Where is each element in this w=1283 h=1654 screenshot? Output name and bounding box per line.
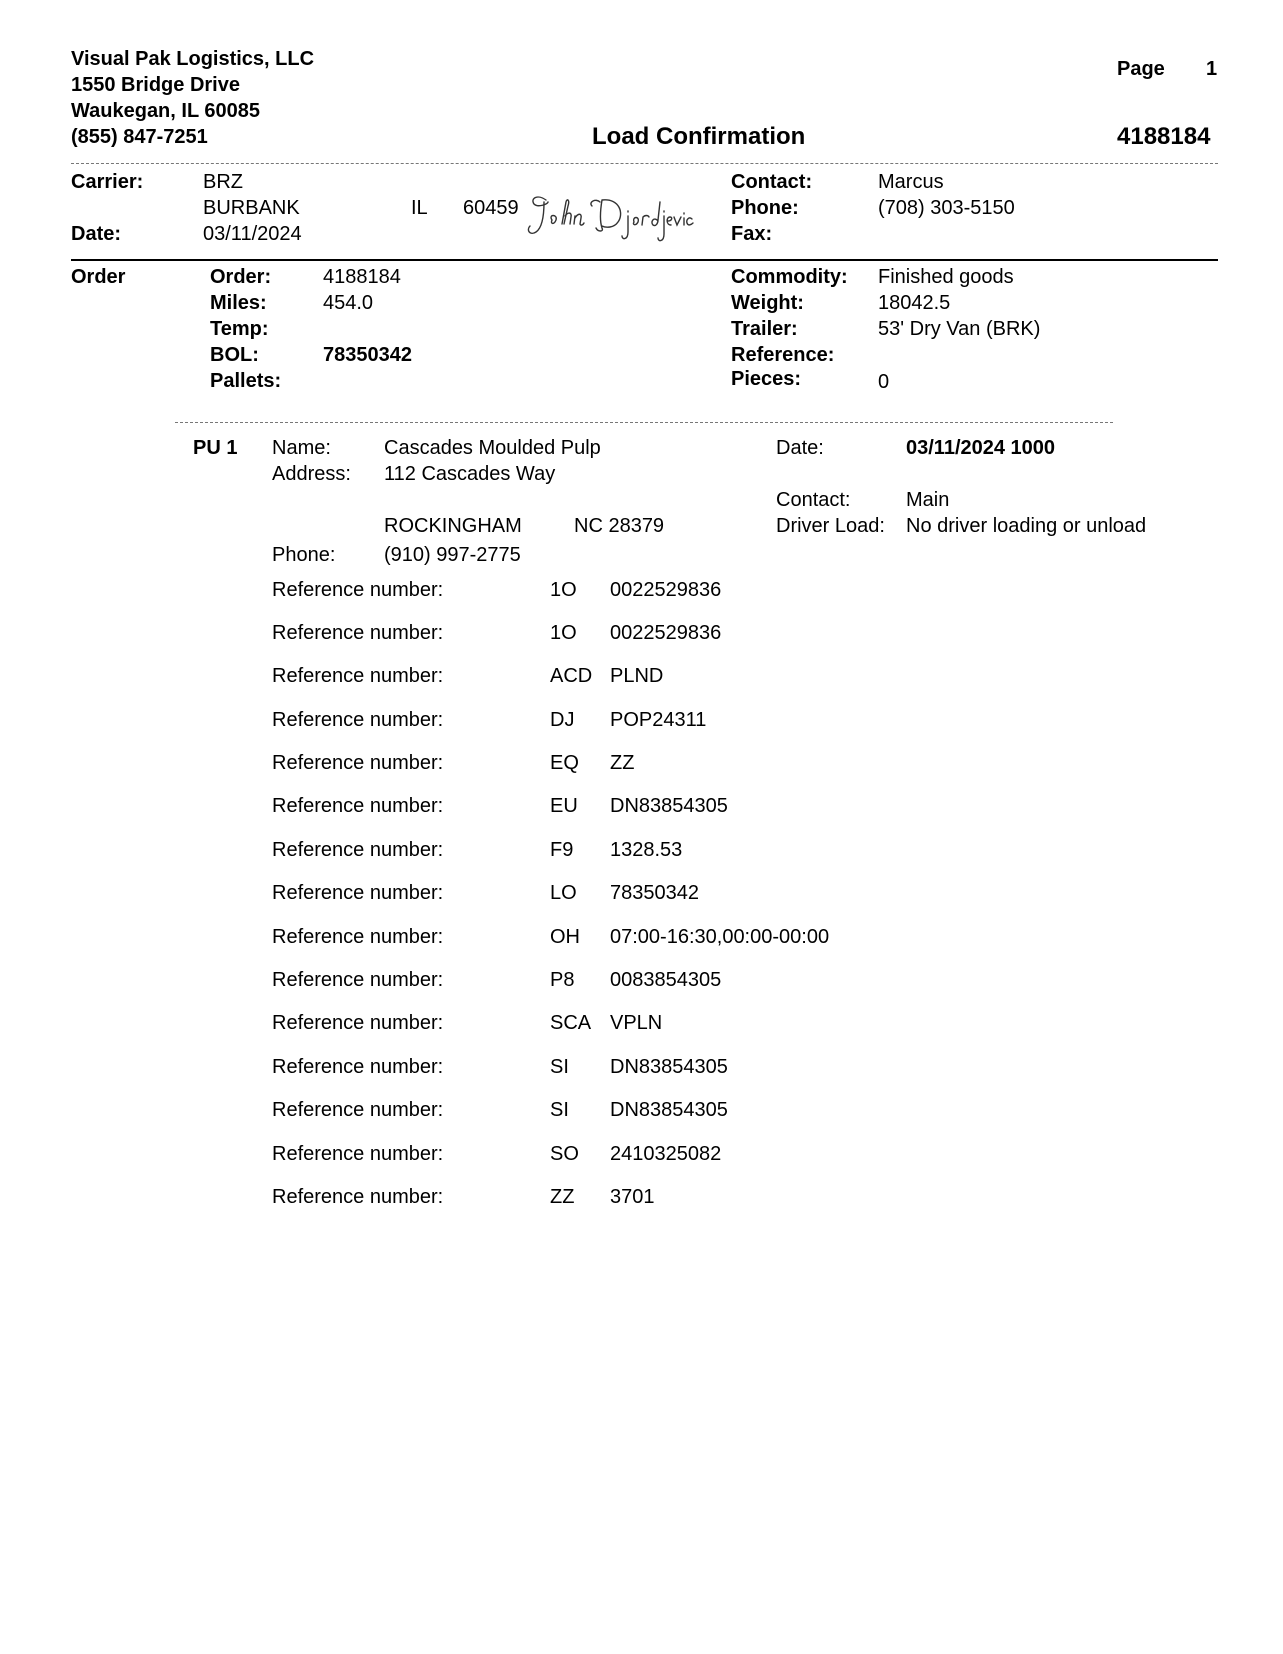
reference-row-qualifier: ZZ <box>550 1186 575 1208</box>
header-divider <box>71 163 1218 164</box>
carrier-city: BURBANK <box>203 197 300 219</box>
phone-label: Phone: <box>731 197 799 219</box>
order-section-label: Order <box>71 266 126 288</box>
reference-label: Reference: <box>731 344 835 366</box>
pickup-date-label: Date: <box>776 437 824 459</box>
carrier-code: BRZ <box>203 171 243 193</box>
weight-value: 18042.5 <box>878 292 951 314</box>
driver-load-value: No driver loading or unload <box>906 515 1147 537</box>
reference-row-label: Reference number: <box>272 709 444 731</box>
reference-row-qualifier: 1O <box>550 622 577 644</box>
temp-label: Temp: <box>210 318 269 340</box>
reference-row-label: Reference number: <box>272 622 444 644</box>
reference-row-qualifier: P8 <box>550 969 575 991</box>
reference-row-label: Reference number: <box>272 1186 444 1208</box>
carrier-label: Carrier: <box>71 171 144 193</box>
reference-row-value: 3701 <box>610 1186 655 1208</box>
reference-row-label: Reference number: <box>272 882 444 904</box>
reference-row-qualifier: F9 <box>550 839 574 861</box>
reference-row-label: Reference number: <box>272 1012 444 1034</box>
pallets-label: Pallets: <box>210 370 282 392</box>
pickup-phone-label: Phone: <box>272 544 336 566</box>
pickup-address: 112 Cascades Way <box>384 463 556 485</box>
reference-row-qualifier: SI <box>550 1099 569 1121</box>
reference-row-value: PLND <box>610 665 664 687</box>
reference-row-qualifier: DJ <box>550 709 575 731</box>
fax-label: Fax: <box>731 223 773 245</box>
reference-row-label: Reference number: <box>272 969 444 991</box>
trailer-value: 53' Dry Van (BRK) <box>878 318 1041 340</box>
reference-row-qualifier: EQ <box>550 752 579 774</box>
contact-label: Contact: <box>731 171 813 193</box>
company-name: Visual Pak Logistics, LLC <box>71 48 315 70</box>
company-address: 1550 Bridge Drive <box>71 74 240 96</box>
reference-row-label: Reference number: <box>272 579 444 601</box>
bol-label: BOL: <box>210 344 259 366</box>
carrier-zip: 60459 <box>463 197 519 219</box>
pickup-contact: Main <box>906 489 950 511</box>
order-divider <box>175 422 1113 423</box>
bol-value: 78350342 <box>323 344 412 366</box>
reference-row-qualifier: ACD <box>550 665 593 687</box>
reference-row-label: Reference number: <box>272 1099 444 1121</box>
carrier-phone: (708) 303-5150 <box>878 197 1015 219</box>
miles-label: Miles: <box>210 292 267 314</box>
reference-row-qualifier: OH <box>550 926 580 948</box>
order-label: Order: <box>210 266 272 288</box>
weight-label: Weight: <box>731 292 804 314</box>
reference-row-label: Reference number: <box>272 1056 444 1078</box>
pickup-name-label: Name: <box>272 437 331 459</box>
reference-row-qualifier: SO <box>550 1143 579 1165</box>
order-value: 4188184 <box>323 266 401 288</box>
reference-row-value: DN83854305 <box>610 795 728 817</box>
reference-row-qualifier: SI <box>550 1056 569 1078</box>
carrier-date: 03/11/2024 <box>203 223 302 245</box>
reference-row-value: ZZ <box>610 752 635 774</box>
reference-row-label: Reference number: <box>272 926 444 948</box>
pickup-city: ROCKINGHAM <box>384 515 522 537</box>
reference-row-label: Reference number: <box>272 795 444 817</box>
document-number: 4188184 <box>1117 123 1211 150</box>
page-number: 1 <box>1206 58 1218 80</box>
date-label: Date: <box>71 223 122 245</box>
company-city: Waukegan, IL 60085 <box>71 100 260 122</box>
pickup-address-label: Address: <box>272 463 351 485</box>
carrier-state: IL <box>411 197 428 219</box>
commodity-value: Finished goods <box>878 266 1014 288</box>
pickup-stop-label: PU 1 <box>193 437 238 459</box>
reference-row-value: 0022529836 <box>610 622 722 644</box>
pickup-contact-label: Contact: <box>776 489 851 511</box>
company-phone: (855) 847-7251 <box>71 126 208 148</box>
reference-row-label: Reference number: <box>272 1143 444 1165</box>
pieces-label: Pieces: <box>731 368 802 390</box>
reference-row-qualifier: SCA <box>550 1012 592 1034</box>
reference-row-value: 1328.53 <box>610 839 683 861</box>
reference-row-value: POP24311 <box>610 709 707 731</box>
pickup-name: Cascades Moulded Pulp <box>384 437 601 459</box>
reference-row-label: Reference number: <box>272 752 444 774</box>
reference-row-value: 2410325082 <box>610 1143 722 1165</box>
pickup-date: 03/11/2024 1000 <box>906 437 1056 459</box>
handwritten-signature <box>524 192 694 254</box>
reference-row-qualifier: EU <box>550 795 578 817</box>
trailer-label: Trailer: <box>731 318 798 340</box>
carrier-divider <box>71 259 1218 261</box>
reference-row-qualifier: LO <box>550 882 577 904</box>
reference-row-value: VPLN <box>610 1012 663 1034</box>
pickup-state-zip: NC 28379 <box>574 515 665 537</box>
page-label: Page <box>1117 58 1165 80</box>
reference-row-value: 0022529836 <box>610 579 722 601</box>
reference-row-value: 78350342 <box>610 882 699 904</box>
reference-row-value: DN83854305 <box>610 1056 728 1078</box>
pieces-value: 0 <box>878 371 890 393</box>
commodity-label: Commodity: <box>731 266 848 288</box>
carrier-contact: Marcus <box>878 171 944 193</box>
reference-row-qualifier: 1O <box>550 579 577 601</box>
pickup-phone: (910) 997-2775 <box>384 544 521 566</box>
reference-row-label: Reference number: <box>272 665 444 687</box>
document-title: Load Confirmation <box>592 123 806 150</box>
reference-row-label: Reference number: <box>272 839 444 861</box>
reference-row-value: 07:00-16:30,00:00-00:00 <box>610 926 830 948</box>
driver-load-label: Driver Load: <box>776 515 885 537</box>
reference-row-value: 0083854305 <box>610 969 722 991</box>
reference-row-value: DN83854305 <box>610 1099 728 1121</box>
miles-value: 454.0 <box>323 292 374 314</box>
